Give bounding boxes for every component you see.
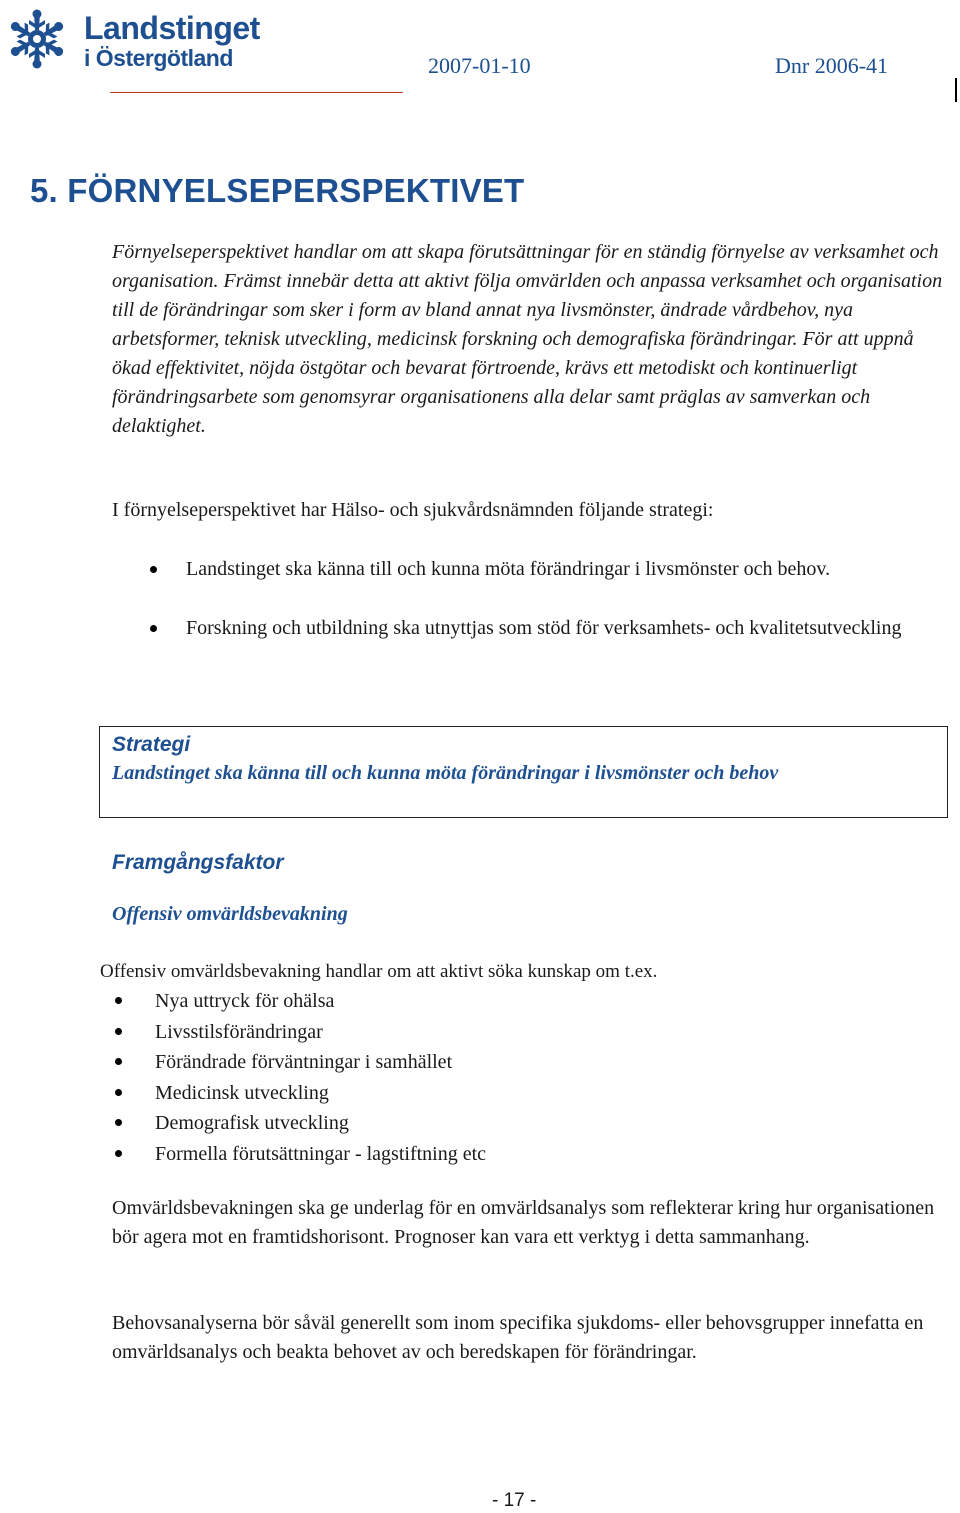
logo-wordmark-line1: Landstinget <box>84 10 260 46</box>
strategy-text: Forskning och utbildning ska utnyttjas som stöd för verksamhets- och kvalitetsutveckling <box>186 617 902 639</box>
monitoring-topic-item <box>155 1139 915 1170</box>
monitoring-topic-text: Demografisk utveckling <box>155 1112 349 1134</box>
monitoring-topic-item <box>155 1108 915 1139</box>
strategy-text: Landstinget ska känna till och kunna möta förändringar i livsmönster och behov. <box>186 558 831 580</box>
bullet-icon <box>115 1089 122 1096</box>
strategy-list-item <box>186 555 926 584</box>
strategy-list <box>186 555 926 673</box>
logo-wordmark-line2: i Östergötland <box>84 45 233 71</box>
strategy-box-text: Landstinget ska känna till och kunna möta förändringar i livsmönster och behov <box>112 762 779 784</box>
monitoring-topics-list <box>155 986 915 1169</box>
snowflake-emblem-icon <box>4 6 70 72</box>
success-factor-subtitle: Offensiv omvärldsbevakning <box>112 903 348 925</box>
bullet-icon <box>115 1058 122 1065</box>
monitoring-topic-text: Formella förutsättningar - lagstiftning etc <box>155 1142 487 1165</box>
monitoring-topic-item <box>155 1078 915 1109</box>
bullet-icon <box>115 1028 122 1035</box>
change-bar <box>955 78 957 102</box>
needs-analysis-paragraph: Behovsanalyserna bör såväl generellt som inom specifika sjukdoms- eller behovsgrupper innefatta en omvärldsanalys och beakta behovet av och beredskapen för förändringar. <box>112 1312 924 1363</box>
header-rule <box>110 92 403 93</box>
monitoring-topic-item <box>155 986 915 1017</box>
strategy-box-title: Strategi <box>112 733 191 756</box>
page-number: - 17 - <box>492 1490 537 1511</box>
monitoring-topic-text: Livsstilsförändringar <box>155 1020 323 1043</box>
bullet-icon <box>115 997 122 1004</box>
document-reference-number: Dnr 2006-41 <box>775 53 889 78</box>
landstinget-logo <box>4 6 266 70</box>
success-factor-title: Framgångsfaktor <box>112 851 284 874</box>
monitoring-topic-text: Förändrade förväntningar i samhället <box>155 1051 453 1073</box>
intro-paragraph: Förnyelseperspektivet handlar om att skapa förutsättningar för en ständig förnyelse av verksamhet och organisation. Främst innebär detta att aktivt följa omvärlden och anpassa verksamhet och organisation till de förändringar som sker i form av bland annat nya livsmönster, ändrade vårdbehov, nya arbetsformer, teknisk utveckling, medicinsk forskning och demografiska förändringar. För att uppnå ökad effektivitet, nöjda östgötar och bevarat förtroende, krävs ett metodiskt och kontinuerligt förändringsarbete som genomsyrar organisationens alla delar samt präglas av samverkan och delaktighet. <box>112 241 943 437</box>
success-factor-intro: Offensiv omvärldsbevakning handlar om att aktivt söka kunskap om t.ex. <box>100 961 658 982</box>
monitoring-topic-text: Medicinsk utveckling <box>155 1081 329 1104</box>
strategy-intro-text: I förnyelseperspektivet har Hälso- och sjukvårdsnämnden följande strategi: <box>112 499 714 521</box>
bullet-icon <box>150 625 157 632</box>
monitoring-topic-item <box>155 1017 915 1048</box>
section-heading: 5. FÖRNYELSEPERSPEKTIVET <box>30 172 525 209</box>
monitoring-topic-item <box>155 1047 915 1078</box>
document-date: 2007-01-10 <box>428 53 531 78</box>
strategy-list-item <box>186 614 926 643</box>
monitoring-topic-text: Nya uttryck för ohälsa <box>155 990 335 1012</box>
environment-analysis-paragraph: Omvärldsbevakningen ska ge underlag för en omvärldsanalys som reflekterar kring hur organisationen bör agera mot en framtidshorisont. Prognoser kan vara ett verktyg i detta sammanhang. <box>112 1197 935 1248</box>
bullet-icon <box>115 1150 122 1157</box>
bullet-icon <box>150 566 157 573</box>
bullet-icon <box>115 1119 122 1126</box>
